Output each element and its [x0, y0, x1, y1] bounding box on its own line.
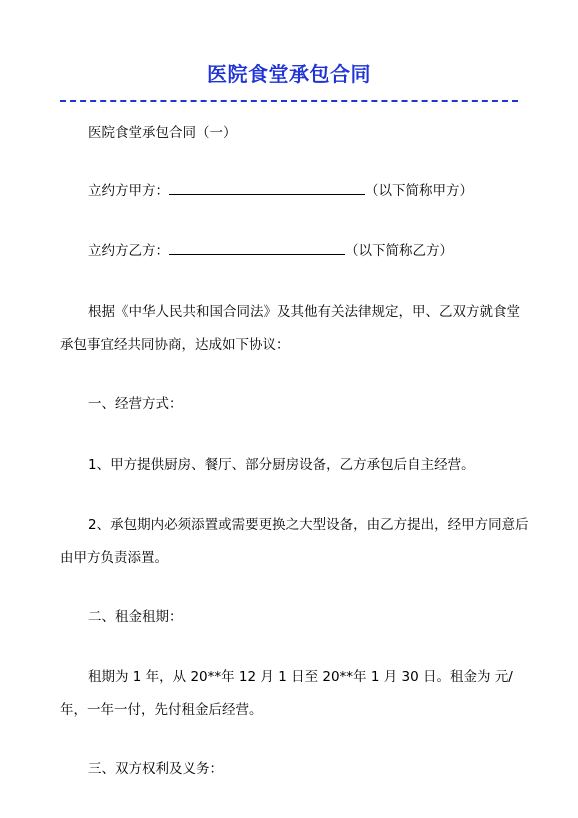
party-b-note: （以下简称乙方）: [345, 243, 453, 259]
section-2-text: 租期为 1 年，从 20**年 12 月 1 日至 20**年 1 月 30 日。租金为 元/年，一年一付，先付租金后经营。: [60, 669, 513, 718]
party-b-blank: [169, 240, 345, 255]
party-a-blank: [169, 180, 365, 195]
preamble-paragraph: 根据《中华人民共和国合同法》及其他有关法律规定，甲、乙双方就食堂承包事宜经共同协商，达成如下协议：: [60, 304, 520, 353]
section-2-heading: 二、租金租期：: [88, 609, 183, 625]
contract-subtitle: 医院食堂承包合同（一）: [88, 125, 237, 141]
section-1-item-1: 1、甲方提供厨房、餐厅、部分厨房设备，乙方承包后自主经营。: [88, 457, 475, 473]
title-divider: [60, 100, 518, 102]
section-1-heading: 一、经营方式：: [88, 396, 183, 412]
document-title: 医院食堂承包合同: [207, 62, 371, 86]
party-b-label: 立约方乙方：: [88, 243, 169, 259]
party-b-line: [60, 235, 530, 268]
party-a-line: [60, 175, 530, 208]
section-3-heading: 三、双方权利及义务：: [88, 761, 223, 777]
party-a-label: 立约方甲方：: [88, 183, 169, 199]
party-a-note: （以下简称甲方）: [365, 183, 473, 199]
section-1-item-2: 2、承包期内必须添置或需要更换之大型设备，由乙方提出，经甲方同意后由甲方负责添置。: [60, 517, 529, 566]
